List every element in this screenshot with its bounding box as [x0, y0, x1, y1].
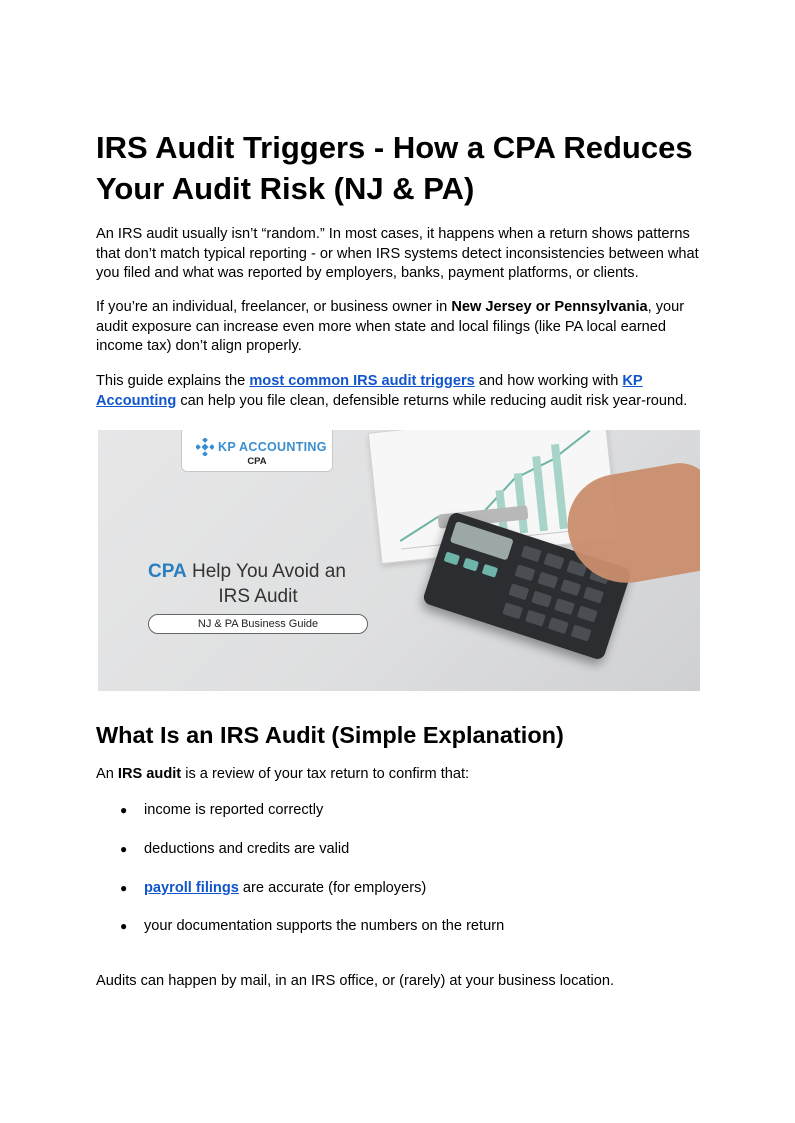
bullet-icon: ● — [120, 841, 128, 856]
hero-headline — [148, 558, 346, 586]
list-item — [96, 840, 701, 879]
intro-paragraph-2 — [96, 298, 701, 357]
hero-pill-badge: NJ & PA Business Guide — [148, 614, 368, 634]
hero-headline-line2: IRS Audit — [218, 586, 298, 607]
list-item-text: deductions and credits are valid — [144, 840, 350, 857]
kp-accounting-link[interactable]: KP Accounting — [96, 373, 643, 409]
intro-3-text-middle: and how working with — [474, 373, 623, 389]
bullet-icon: ● — [120, 880, 128, 895]
intro-2-text-start: If you’re an individual, freelancer, or business owner in — [96, 299, 452, 315]
page-title: IRS Audit Triggers - How a CPA Reduces Your Audit Risk (NJ & PA) — [96, 130, 693, 206]
list-item — [96, 917, 701, 956]
intro-3-text-end: can help you file clean, defensible returns while reducing audit risk year-round. — [176, 392, 688, 409]
logo-subtitle: CPA — [247, 456, 267, 467]
list-item — [96, 801, 701, 840]
kp-logo-mark-icon — [196, 438, 214, 456]
hero-headline-accent: CPA — [148, 561, 187, 582]
section-heading-what-is-audit: What Is an IRS Audit (Simple Explanation) — [96, 722, 564, 748]
list-item-text: your documentation supports the numbers on the return — [144, 918, 505, 935]
bullet-icon: ● — [120, 919, 128, 934]
intro-paragraph-1: An IRS audit usually isn’t “random.” In most cases, it happens when a return shows patterns that don’t match typical reporting - or when IRS systems detect inconsistencies between what you filed and what was reported by employers, banks, payment platforms, or clients. — [96, 226, 699, 281]
hero-image — [98, 430, 700, 691]
list-item-text: are accurate (for employers) — [238, 879, 427, 896]
audit-triggers-link[interactable]: most common IRS audit triggers — [249, 373, 475, 389]
section-lead — [96, 765, 701, 785]
kp-accounting-logo — [181, 430, 333, 472]
audit-checklist — [96, 801, 701, 956]
payroll-filings-link[interactable]: payroll filings — [144, 879, 239, 896]
section-closing: Audits can happen by mail, in an IRS office, or (rarely) at your business location. — [96, 973, 615, 989]
lead-bold-irs-audit: IRS audit — [117, 766, 182, 782]
bullet-icon: ● — [120, 803, 128, 817]
lead-text-start: An — [96, 766, 118, 782]
list-item-text: income is reported correctly — [144, 802, 324, 818]
hero-headline-rest: Help You Avoid an — [186, 561, 346, 582]
lead-text-end: is a review of your tax return to confirm that: — [181, 766, 470, 782]
list-item — [96, 879, 701, 918]
intro-paragraph-3 — [96, 372, 701, 411]
intro-3-text-start: This guide explains the — [96, 373, 250, 389]
intro-2-text-end: , your audit exposure can increase even more when state and local filings (like PA local earned income tax) don’t align properly. — [96, 299, 685, 354]
logo-text: KP ACCOUNTING — [218, 440, 327, 454]
intro-2-bold-states: New Jersey or Pennsylvania — [451, 299, 648, 315]
